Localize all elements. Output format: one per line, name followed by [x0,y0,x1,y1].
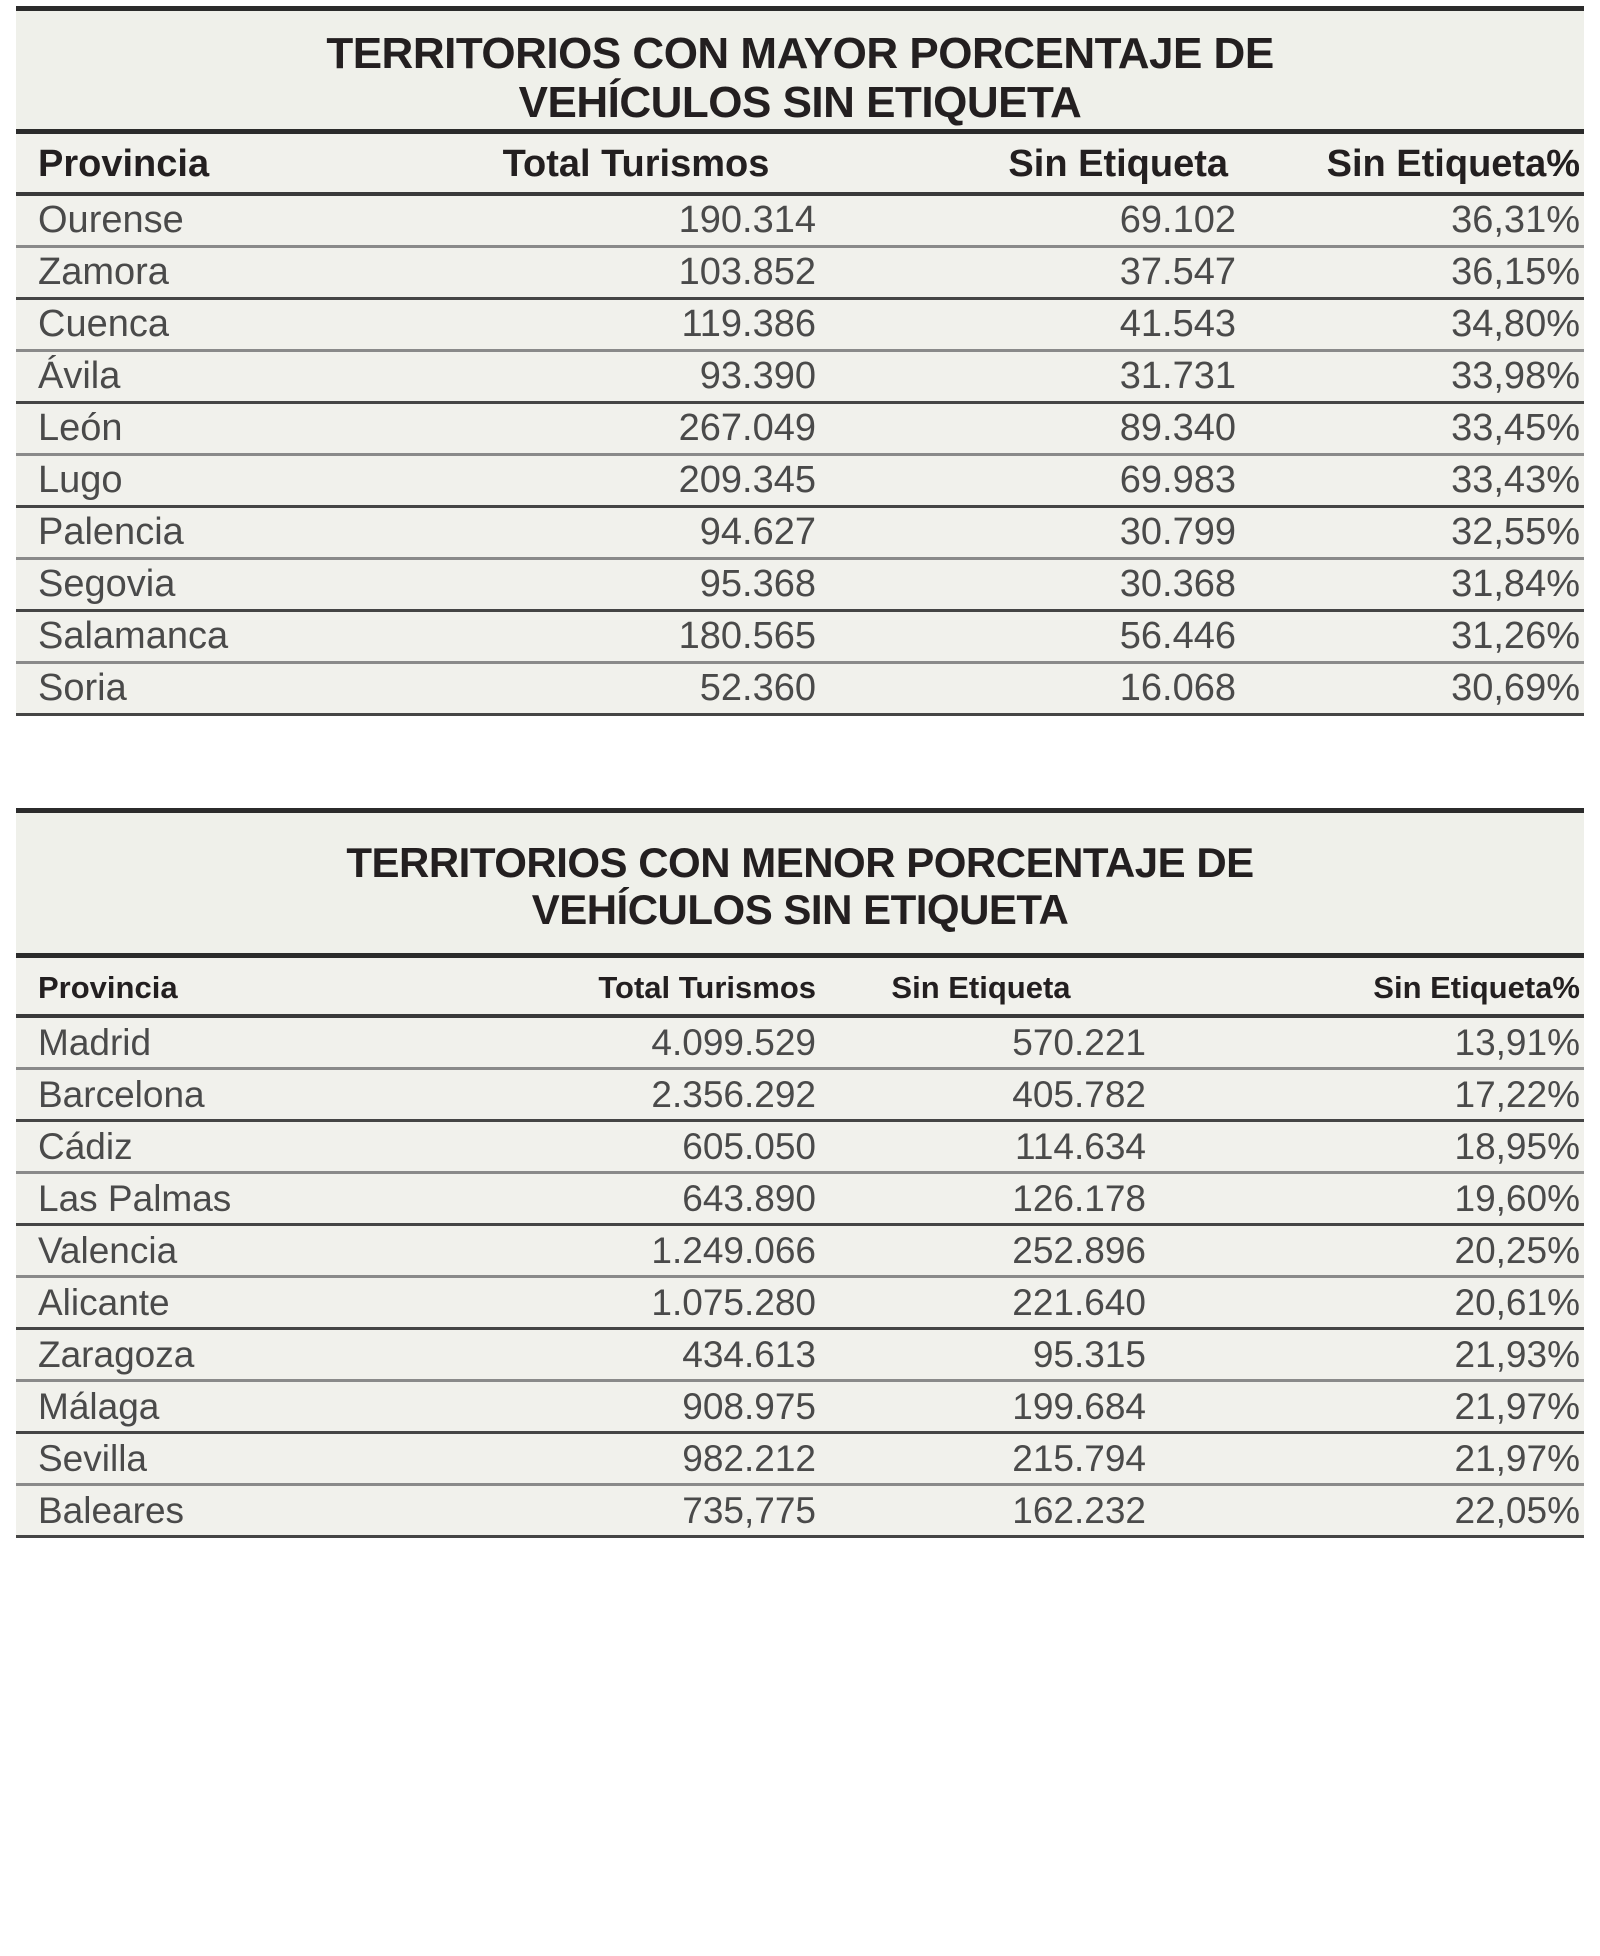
cell-provincia: Palencia [38,511,184,553]
table-row [16,1434,1584,1486]
cell-sin-etiqueta-pct: 20,61% [1454,1281,1580,1323]
table-row [16,1174,1584,1226]
column-header-sin-etiqueta-pct: Sin Etiqueta% [1326,143,1580,185]
cell-total-turismos: 103.852 [678,251,816,293]
cell-provincia: León [38,407,123,449]
column-header-total-turismos: Total Turismos [502,143,770,185]
table-row [16,508,1584,560]
cell-sin-etiqueta-pct: 21,93% [1454,1333,1580,1375]
table-row [16,352,1584,404]
cell-provincia: Valencia [38,1229,178,1271]
table-row [16,1018,1584,1070]
cell-provincia: Zaragoza [38,1333,195,1375]
table-row [16,1330,1584,1382]
table-menor-porcentaje [16,808,1584,1538]
cell-total-turismos: 2.356.292 [651,1073,816,1115]
column-header-sin-etiqueta: Sin Etiqueta [891,970,1071,1005]
table-row [16,560,1584,612]
section-gap [0,716,1600,808]
table-header-row [16,958,1584,1018]
cell-sin-etiqueta: 31.731 [1119,355,1236,397]
table-title-banner [16,808,1584,958]
table-row [16,1070,1584,1122]
cell-total-turismos: 190.314 [678,199,816,241]
cell-sin-etiqueta-pct: 19,60% [1454,1177,1580,1219]
table-row [16,612,1584,664]
cell-sin-etiqueta: 30.368 [1119,563,1236,605]
cell-sin-etiqueta: 69.102 [1119,199,1236,241]
table-row [16,664,1584,716]
cell-provincia: Soria [38,667,127,709]
cell-sin-etiqueta: 162.232 [1012,1489,1146,1531]
column-header-provincia: Provincia [38,970,178,1005]
cell-total-turismos: 643.890 [682,1177,816,1219]
cell-total-turismos: 434.613 [682,1333,816,1375]
cell-provincia: Segovia [38,563,176,605]
table-mayor-porcentaje [16,6,1584,716]
cell-provincia: Zamora [38,251,169,293]
cell-sin-etiqueta-pct: 32,55% [1451,511,1580,553]
cell-sin-etiqueta-pct: 18,95% [1454,1125,1580,1167]
cell-total-turismos: 93.390 [699,355,816,397]
cell-provincia: Ávila [38,355,121,397]
cell-sin-etiqueta-pct: 31,26% [1451,615,1580,657]
cell-sin-etiqueta: 95.315 [1032,1333,1146,1375]
table-row [16,248,1584,300]
cell-sin-etiqueta-pct: 22,05% [1454,1489,1580,1531]
table-row [16,300,1584,352]
cell-total-turismos: 209.345 [678,459,816,501]
cell-sin-etiqueta: 37.547 [1119,251,1236,293]
table-row [16,456,1584,508]
cell-sin-etiqueta-pct: 34,80% [1451,303,1580,345]
cell-total-turismos: 94.627 [699,511,816,553]
cell-total-turismos: 1.249.066 [651,1229,816,1271]
cell-total-turismos: 267.049 [678,407,816,449]
cell-total-turismos: 4.099.529 [651,1021,816,1063]
cell-sin-etiqueta: 126.178 [1012,1177,1146,1219]
cell-provincia: Málaga [38,1385,160,1427]
cell-sin-etiqueta-pct: 33,43% [1451,459,1580,501]
table-header-row [16,134,1584,196]
cell-total-turismos: 982.212 [682,1437,816,1479]
cell-provincia: Cádiz [38,1125,133,1167]
cell-sin-etiqueta: 221.640 [1012,1281,1146,1323]
table-title-line-1: TERRITORIOS CON MAYOR PORCENTAJE DE [326,29,1274,78]
cell-provincia: Sevilla [38,1437,147,1479]
cell-sin-etiqueta: 56.446 [1119,615,1236,657]
cell-provincia: Cuenca [38,303,169,345]
cell-sin-etiqueta-pct: 17,22% [1454,1073,1580,1115]
cell-total-turismos: 52.360 [699,667,816,709]
cell-sin-etiqueta-pct: 36,31% [1451,199,1580,241]
cell-total-turismos: 908.975 [682,1385,816,1427]
column-header-sin-etiqueta: Sin Etiqueta [1008,143,1228,185]
table-row [16,1122,1584,1174]
cell-sin-etiqueta-pct: 21,97% [1454,1385,1580,1427]
table-row [16,1486,1584,1538]
cell-sin-etiqueta: 215.794 [1012,1437,1146,1479]
table-title-line-2: VEHÍCULOS SIN ETIQUETA [518,78,1082,128]
cell-sin-etiqueta-pct: 20,25% [1454,1229,1580,1271]
column-header-sin-etiqueta-pct: Sin Etiqueta% [1373,970,1580,1005]
cell-sin-etiqueta-pct: 33,45% [1451,407,1580,449]
cell-sin-etiqueta: 252.896 [1012,1229,1146,1271]
cell-total-turismos: 735,775 [682,1489,816,1531]
cell-provincia: Las Palmas [38,1177,232,1219]
cell-sin-etiqueta: 16.068 [1119,667,1236,709]
cell-sin-etiqueta-pct: 33,98% [1451,355,1580,397]
cell-provincia: Madrid [38,1021,152,1063]
column-header-total-turismos: Total Turismos [598,970,816,1005]
table-title-banner [16,6,1584,134]
cell-provincia: Salamanca [38,615,229,657]
cell-sin-etiqueta: 570.221 [1012,1021,1146,1063]
table-row [16,1382,1584,1434]
cell-sin-etiqueta-pct: 36,15% [1451,251,1580,293]
cell-sin-etiqueta-pct: 31,84% [1451,563,1580,605]
cell-provincia: Ourense [38,199,184,241]
table-title-line-2: VEHÍCULOS SIN ETIQUETA [531,886,1069,934]
cell-sin-etiqueta: 30.799 [1119,511,1236,553]
cell-total-turismos: 119.386 [681,303,816,345]
cell-sin-etiqueta: 41.543 [1119,303,1236,345]
cell-sin-etiqueta-pct: 13,91% [1454,1021,1580,1063]
cell-sin-etiqueta: 69.983 [1119,459,1236,501]
table-title-line-1: TERRITORIOS CON MENOR PORCENTAJE DE [346,839,1254,886]
cell-total-turismos: 95.368 [699,563,816,605]
cell-sin-etiqueta: 114.634 [1015,1125,1146,1167]
cell-provincia: Alicante [38,1281,170,1323]
table-row [16,404,1584,456]
cell-total-turismos: 605.050 [682,1125,816,1167]
table-row [16,196,1584,248]
cell-sin-etiqueta: 405.782 [1012,1073,1146,1115]
table-row [16,1278,1584,1330]
cell-provincia: Lugo [38,459,123,501]
cell-sin-etiqueta-pct: 30,69% [1451,667,1580,709]
cell-provincia: Baleares [38,1489,185,1531]
cell-sin-etiqueta: 199.684 [1012,1385,1146,1427]
column-header-provincia: Provincia [38,143,210,185]
cell-total-turismos: 1.075.280 [651,1281,816,1323]
cell-sin-etiqueta-pct: 21,97% [1454,1437,1580,1479]
cell-provincia: Barcelona [38,1073,205,1115]
cell-total-turismos: 180.565 [678,615,816,657]
table-row [16,1226,1584,1278]
cell-sin-etiqueta: 89.340 [1119,407,1236,449]
